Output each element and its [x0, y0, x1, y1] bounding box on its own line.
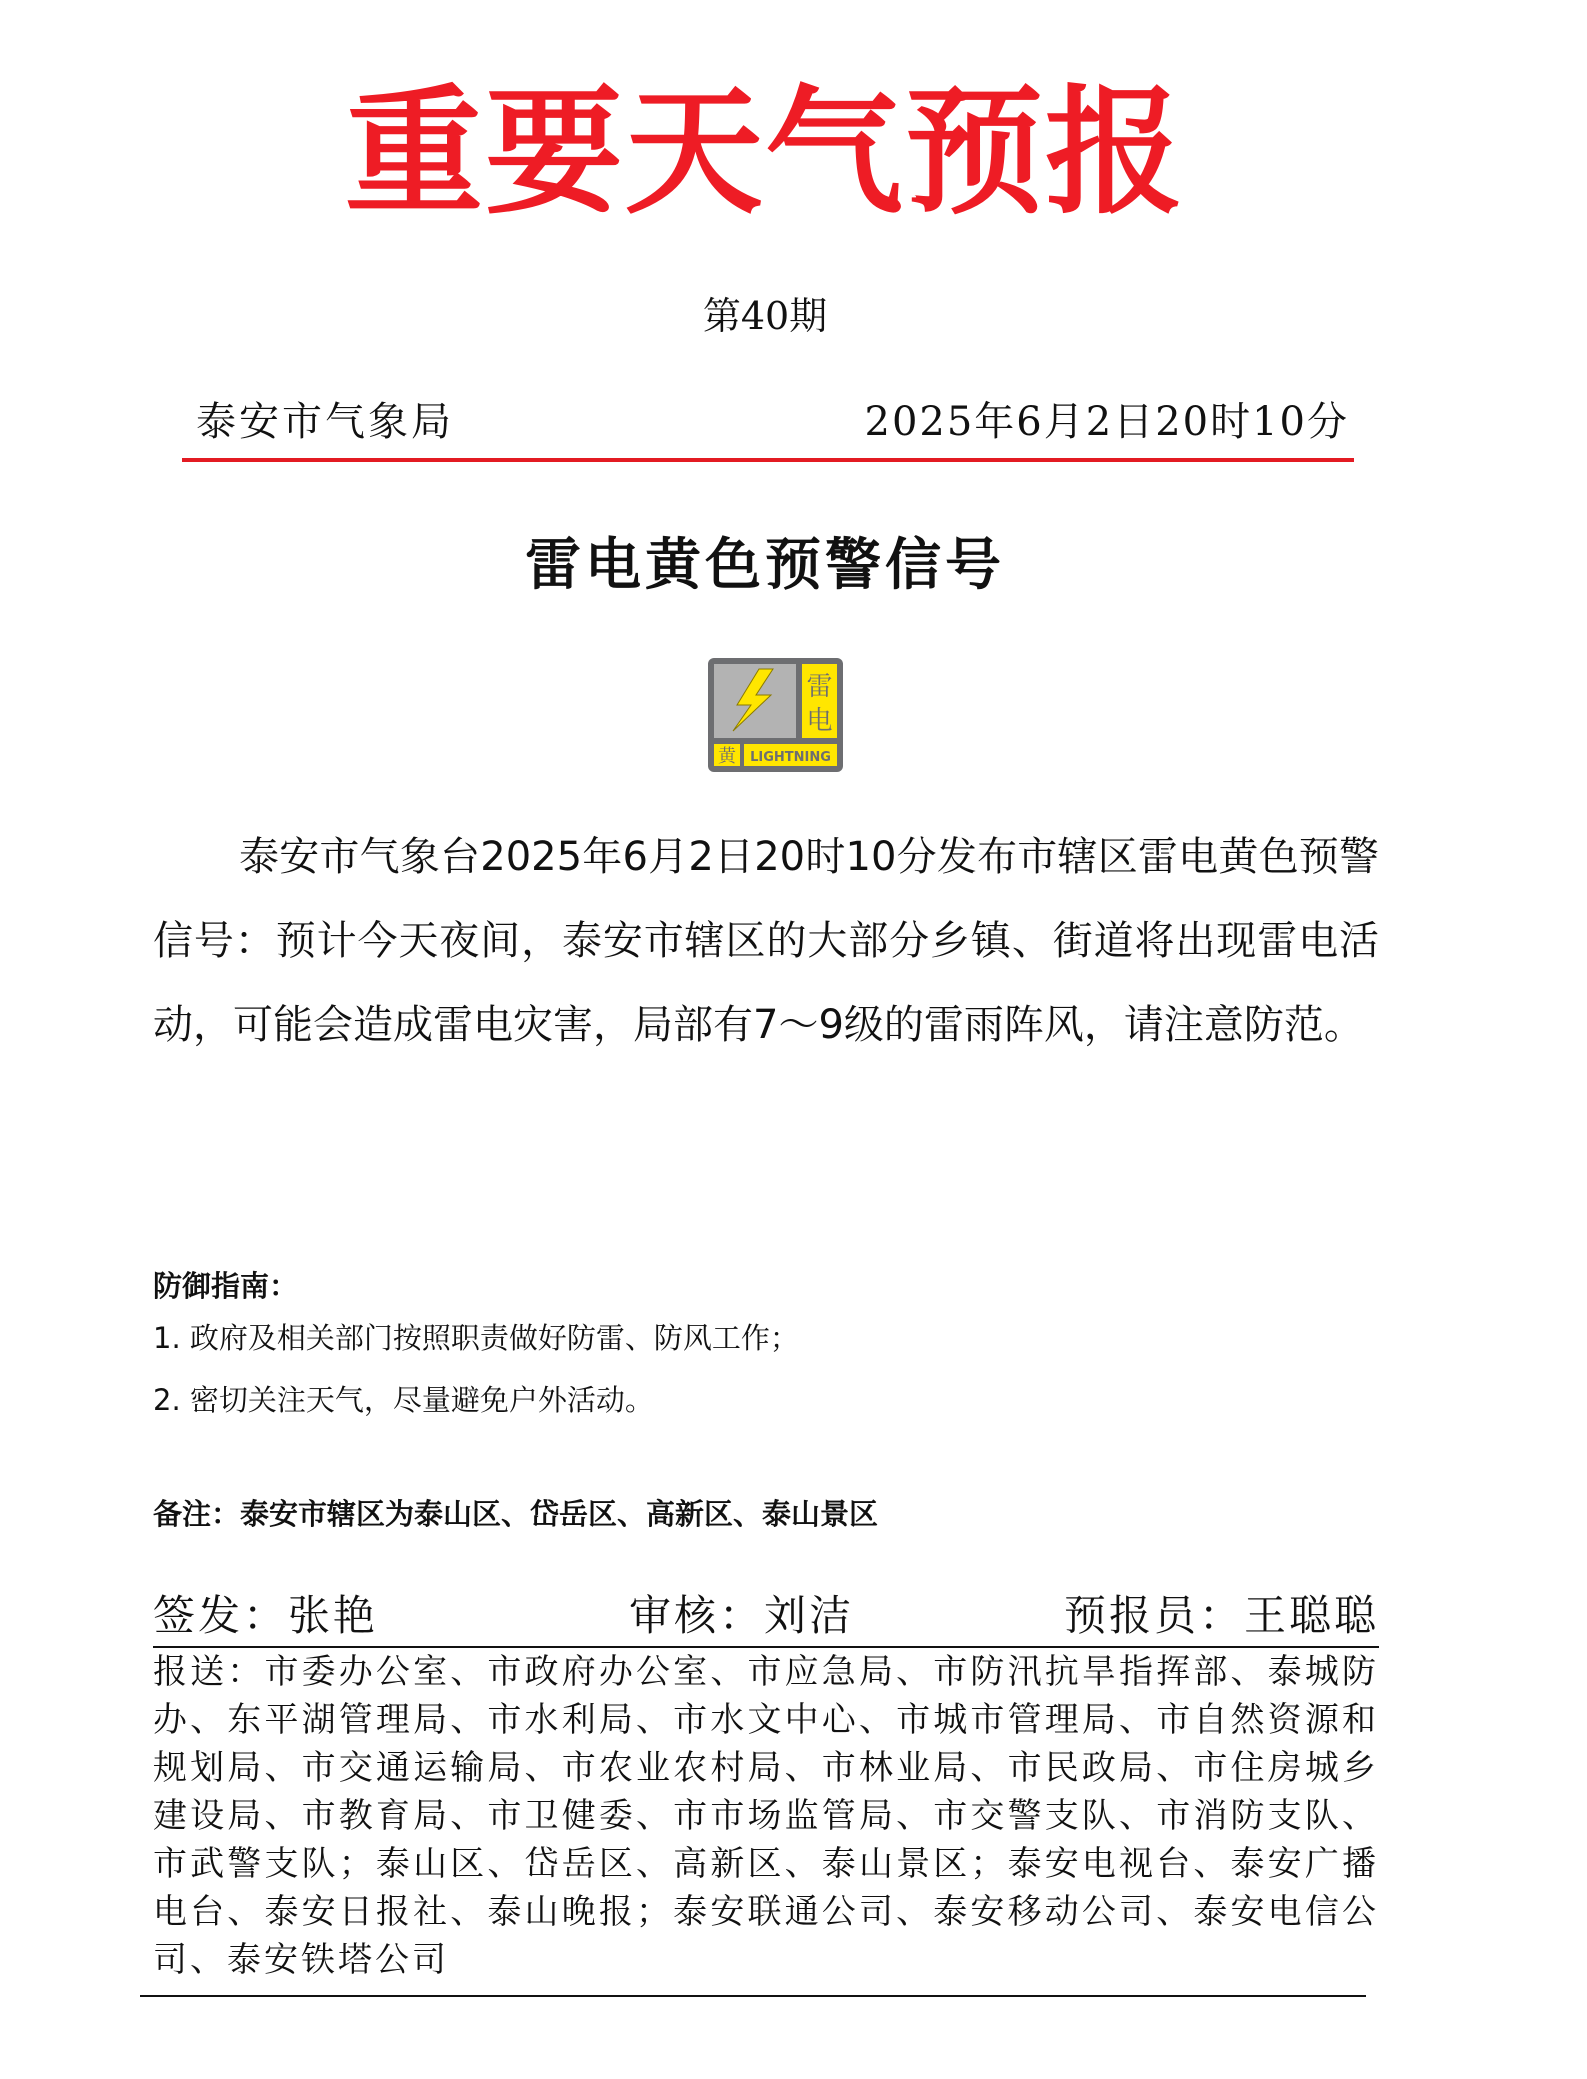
footer-divider: [140, 1995, 1366, 1997]
guide-title: 防御指南：: [153, 1269, 299, 1303]
signal-title: 雷电黄色预警信号: [525, 532, 1005, 598]
issuing-agency: 泰安市气象局: [196, 399, 454, 445]
lightning-yellow-warning-icon: [707, 657, 844, 773]
guide-item: 2. 密切关注天气，尽量避免户外活动。: [153, 1383, 654, 1417]
icon-label: LIGHTNING: [750, 750, 831, 765]
header-divider: [182, 458, 1354, 462]
icon-level: 黄: [718, 746, 736, 767]
icon-char-dian: 电: [806, 706, 833, 736]
issue-time: 2025年6月2日20时10分: [864, 399, 1349, 445]
document-title: 重要天气预报: [344, 72, 1185, 233]
guide-item: 1. 政府及相关部门按照职责做好防雷、防风工作；: [153, 1321, 799, 1355]
signer: 签发：张艳: [153, 1591, 379, 1640]
warning-body: 泰安市气象台2025年6月2日20时10分发布市辖区雷电黄色预警信号：预计今天夜间，泰安市辖区的大部分乡镇、街道将出现雷电活动，可能会造成雷电灾害，局部有7～9级的雷雨阵风，请注意防范。: [153, 834, 1379, 1048]
remark: 备注：泰安市辖区为泰山区、岱岳区、高新区、泰山景区: [153, 1497, 879, 1531]
signature-row: [153, 1588, 1379, 1644]
distribution-list: 报送：市委办公室、市政府办公室、市应急局、市防汛抗旱指挥部、泰城防办、东平湖管理局、市水利局、市水文中心、市城市管理局、市自然资源和规划局、市交通运输局、市农业农村局、市林业局、市民政局、市住房城乡建设局、市教育局、市卫健委、市市场监管局、市交警支队、市消防支队、市武警支队；泰山区、岱岳区、高新区、泰山景区；泰安电视台、泰安广播电台、泰安日报社、泰山晚报；泰安联通公司、泰安移动公司、泰安电信公司、泰安铁塔公司: [153, 1652, 1379, 1980]
reviewer: 审核：刘洁: [629, 1591, 855, 1640]
issue-number: 第40期: [702, 294, 828, 338]
icon-char-lei: 雷: [806, 672, 833, 702]
forecaster: 预报员：王聪聪: [1063, 1591, 1379, 1640]
